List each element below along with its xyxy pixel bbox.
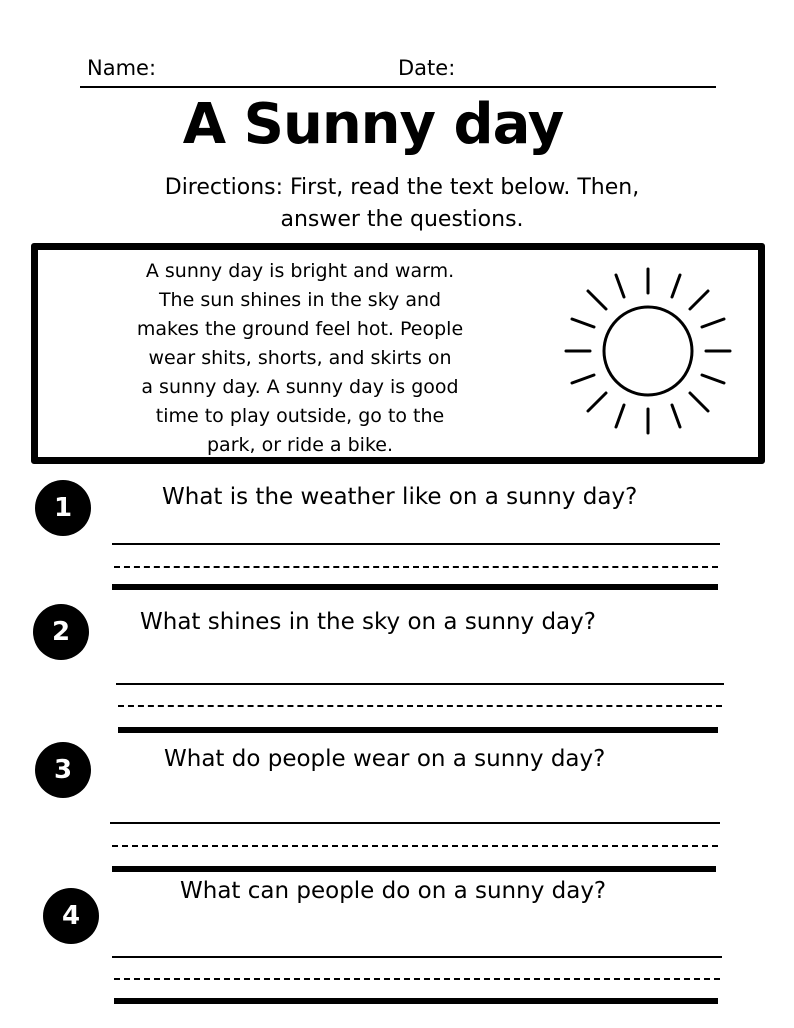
reading-passage-box <box>31 243 765 464</box>
answer-line-middle[interactable] <box>118 705 722 707</box>
question-number-badge: 4 <box>43 888 99 944</box>
name-date-line[interactable] <box>80 86 716 88</box>
passage-line: The sun shines in the sky and <box>158 289 442 311</box>
question-text: What do people wear on a sunny day? <box>164 746 606 772</box>
passage-text <box>130 257 470 460</box>
question-text: What is the weather like on a sunny day? <box>162 484 638 510</box>
answer-line-middle[interactable] <box>114 566 718 568</box>
sun-icon <box>556 259 740 443</box>
directions-line-1: Directions: First, read the text below. Then, <box>164 175 640 200</box>
directions-line-2: answer the questions. <box>280 207 524 232</box>
answer-line-bottom[interactable] <box>112 584 718 590</box>
answer-line-middle[interactable] <box>114 978 720 980</box>
answer-line-top[interactable] <box>112 543 720 545</box>
passage-line: a sunny day. A sunny day is good <box>141 376 459 398</box>
answer-line-bottom[interactable] <box>118 727 718 733</box>
date-label: Date: <box>398 56 456 80</box>
directions <box>100 172 704 236</box>
passage-line: makes the ground feel hot. People <box>136 318 464 340</box>
answer-line-bottom[interactable] <box>114 998 718 1004</box>
name-label: Name: <box>87 56 157 80</box>
question-number-badge: 1 <box>35 480 91 536</box>
question-number-badge: 2 <box>33 604 89 660</box>
answer-line-bottom[interactable] <box>112 866 716 872</box>
question-text: What shines in the sky on a sunny day? <box>140 609 596 635</box>
passage-line: time to play outside, go to the <box>155 405 445 427</box>
answer-line-top[interactable] <box>110 822 720 824</box>
question-text: What can people do on a sunny day? <box>180 878 607 904</box>
question-number-badge: 3 <box>35 742 91 798</box>
passage-line: A sunny day is bright and warm. <box>145 260 455 282</box>
answer-line-top[interactable] <box>112 956 722 958</box>
passage-line: wear shits, shorts, and skirts on <box>148 347 452 369</box>
page-title: A Sunny day <box>182 92 564 157</box>
answer-line-top[interactable] <box>116 683 724 685</box>
passage-line: park, or ride a bike. <box>206 434 394 456</box>
answer-line-middle[interactable] <box>112 845 718 847</box>
